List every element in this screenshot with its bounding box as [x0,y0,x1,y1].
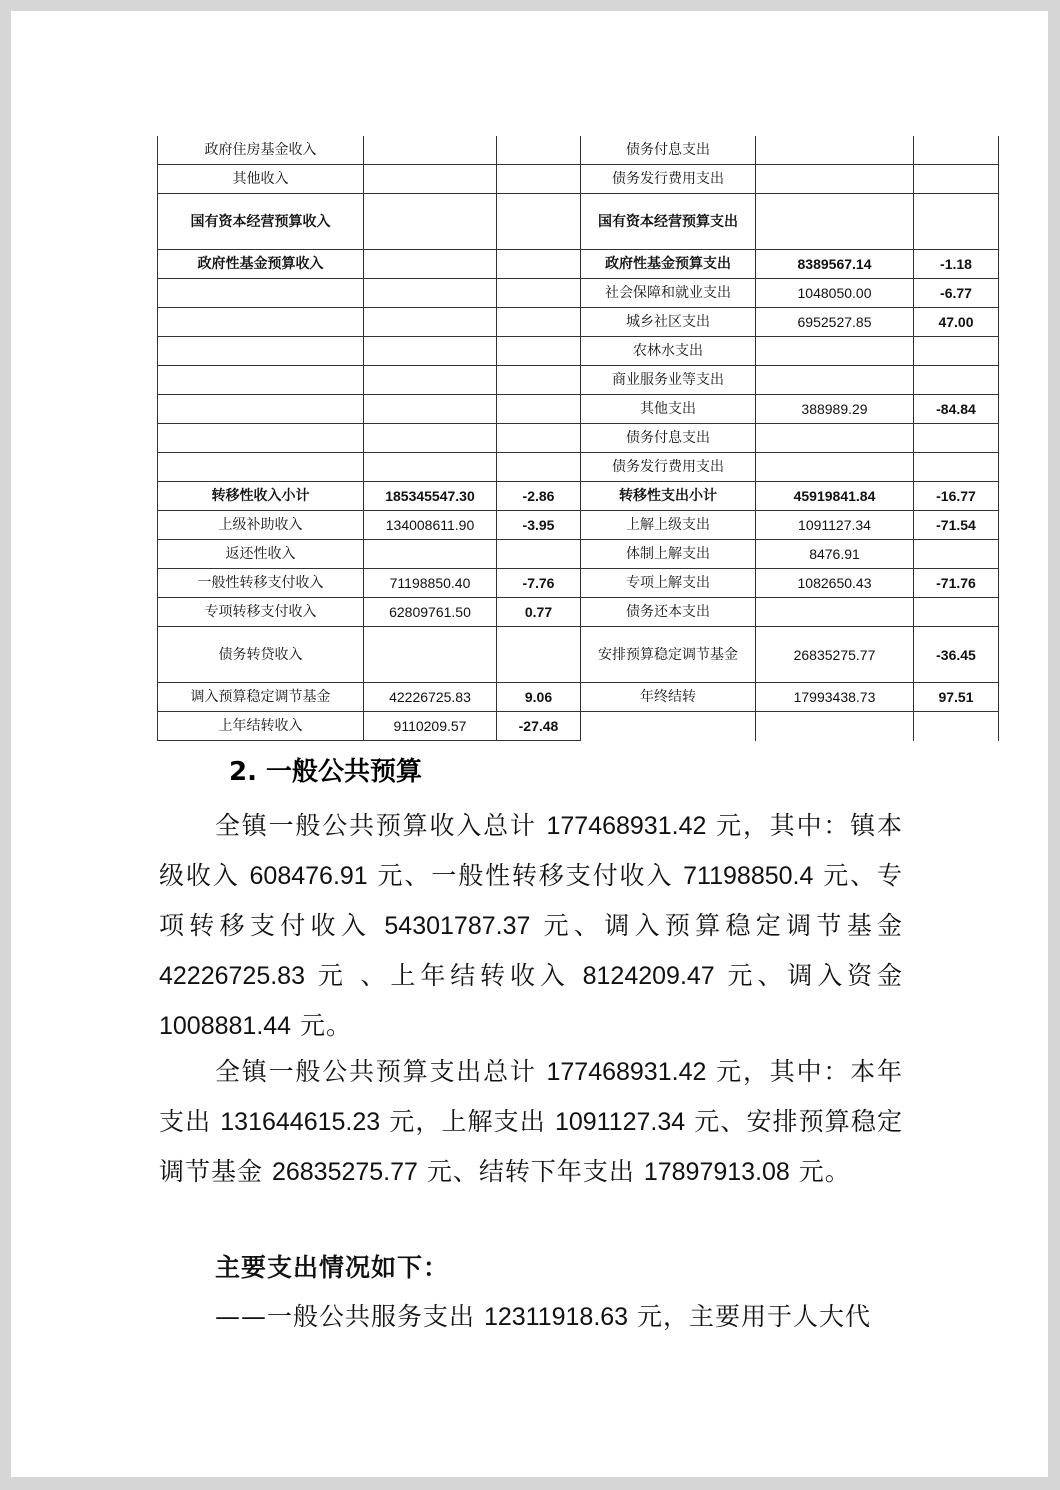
table-row [158,366,999,395]
cell-expense-item: 政府性基金预算支出 [581,250,756,279]
cell-income-item: 债务转贷收入 [158,627,364,683]
table-row [158,569,999,598]
cell-expense-change [914,424,999,453]
cell-expense-item: 债务发行费用支出 [581,453,756,482]
cell-income-change [497,136,581,165]
table-row [158,165,999,194]
cell-income-item: 政府住房基金收入 [158,136,364,165]
cell-expense-change: 47.00 [914,308,999,337]
cell-expense-item: 专项上解支出 [581,569,756,598]
cell-income-item: 上年结转收入 [158,712,364,741]
cell-income-change: -3.95 [497,511,581,540]
table-row [158,453,999,482]
cell-expense-amount [756,598,914,627]
cell-income-change: -27.48 [497,712,581,741]
budget-table-body [158,136,999,741]
cell-expense-item: 农林水支出 [581,337,756,366]
cell-expense-item: 国有资本经营预算支出 [581,194,756,250]
cell-income-amount [364,279,497,308]
cell-income-amount [364,627,497,683]
cell-expense-item [581,712,756,741]
cell-income-change [497,337,581,366]
cell-income-amount: 42226725.83 [364,683,497,712]
cell-expense-change [914,366,999,395]
cell-income-amount [364,194,497,250]
cell-expense-item: 债务付息支出 [581,136,756,165]
cell-income-change [497,165,581,194]
cell-expense-amount: 26835275.77 [756,627,914,683]
cell-income-item: 专项转移支付收入 [158,598,364,627]
cell-expense-amount: 6952527.85 [756,308,914,337]
cell-expense-change: -71.54 [914,511,999,540]
cell-income-change [497,453,581,482]
cell-expense-amount: 1048050.00 [756,279,914,308]
cell-expense-change [914,165,999,194]
cell-income-amount [364,165,497,194]
cell-expense-amount: 8476.91 [756,540,914,569]
table-row [158,395,999,424]
section-heading: 2. 一般公共预算 [229,757,423,787]
budget-table [157,136,999,741]
cell-income-amount: 134008611.90 [364,511,497,540]
table-row [158,712,999,741]
cell-income-change [497,395,581,424]
revenue-paragraph: 全镇一般公共预算收入总计 177468931.42 元，其中：镇本级收入 608476.91 元、一般性转移支付收入 71198850.4 元、专项转移支付收入 54301787.37 元、调入预算稳定调节基金 42226725.83 元 、上年结转收入 8124209.47 元、调入资金 1008881.44 元。 [159,811,904,1040]
cell-expense-change: -84.84 [914,395,999,424]
cell-expense-change: -1.18 [914,250,999,279]
cell-expense-amount: 45919841.84 [756,482,914,511]
cell-expense-amount [756,165,914,194]
table-row [158,598,999,627]
cell-income-change [497,366,581,395]
cell-expense-amount [756,337,914,366]
cell-expense-item: 债务付息支出 [581,424,756,453]
cell-income-change [497,424,581,453]
cell-income-item [158,453,364,482]
table-row [158,136,999,165]
cell-expense-item: 债务还本支出 [581,598,756,627]
cell-income-item: 上级补助收入 [158,511,364,540]
cell-expense-change: -36.45 [914,627,999,683]
cell-income-amount [364,395,497,424]
cell-income-amount: 185345547.30 [364,482,497,511]
table-row [158,279,999,308]
cell-expense-change [914,540,999,569]
cell-expense-change [914,337,999,366]
cell-expense-change: 97.51 [914,683,999,712]
cell-income-item: 调入预算稳定调节基金 [158,683,364,712]
cell-expense-amount [756,194,914,250]
cell-income-change [497,250,581,279]
cell-income-amount: 62809761.50 [364,598,497,627]
document-page [11,11,1048,1477]
cell-expense-amount: 17993438.73 [756,683,914,712]
table-row [158,627,999,683]
cell-expense-amount [756,424,914,453]
cell-income-item [158,308,364,337]
cell-expense-change [914,136,999,165]
cell-income-item: 返还性收入 [158,540,364,569]
cell-expense-change: -16.77 [914,482,999,511]
cell-income-change [497,540,581,569]
cell-income-item: 一般性转移支付收入 [158,569,364,598]
cell-expense-amount [756,712,914,741]
table-row [158,194,999,250]
table-row [158,683,999,712]
table-row [158,540,999,569]
cell-expense-item: 社会保障和就业支出 [581,279,756,308]
cell-expense-item: 债务发行费用支出 [581,165,756,194]
cell-expense-amount: 1082650.43 [756,569,914,598]
main-expenditure-heading: 主要支出情况如下： [215,1253,450,1282]
cell-expense-change [914,194,999,250]
table-row [158,511,999,540]
cell-income-item [158,337,364,366]
cell-income-amount [364,424,497,453]
cell-expense-change: -71.76 [914,569,999,598]
cell-expense-amount: 1091127.34 [756,511,914,540]
cell-income-change [497,308,581,337]
cell-income-item [158,395,364,424]
table-row [158,482,999,511]
cell-income-change: -2.86 [497,482,581,511]
cell-income-amount [364,337,497,366]
public-service-paragraph: ——一般公共服务支出 12311918.63 元，主要用于人大代 [215,1302,872,1331]
cell-expense-amount [756,453,914,482]
table-row [158,250,999,279]
cell-expense-item: 年终结转 [581,683,756,712]
expenditure-paragraph: 全镇一般公共预算支出总计 177468931.42 元，其中：本年支出 131644615.23 元，上解支出 1091127.34 元、安排预算稳定调节基金 26835275.77 元、结转下年支出 17897913.08 元。 [159,1057,903,1186]
cell-income-amount [364,308,497,337]
cell-expense-item: 其他支出 [581,395,756,424]
cell-expense-change [914,453,999,482]
cell-income-change: -7.76 [497,569,581,598]
cell-expense-amount [756,136,914,165]
cell-income-item [158,366,364,395]
cell-expense-change [914,712,999,741]
cell-income-item [158,279,364,308]
cell-income-change: 0.77 [497,598,581,627]
cell-income-amount [364,453,497,482]
table-row [158,308,999,337]
cell-income-item: 其他收入 [158,165,364,194]
cell-expense-item: 城乡社区支出 [581,308,756,337]
cell-expense-item: 安排预算稳定调节基金 [581,627,756,683]
cell-income-change [497,627,581,683]
cell-expense-amount: 8389567.14 [756,250,914,279]
table-row [158,337,999,366]
cell-expense-item: 上解上级支出 [581,511,756,540]
cell-expense-item: 商业服务业等支出 [581,366,756,395]
cell-income-amount [364,250,497,279]
cell-income-amount: 71198850.40 [364,569,497,598]
cell-income-item: 国有资本经营预算收入 [158,194,364,250]
cell-income-change [497,279,581,308]
cell-income-item [158,424,364,453]
cell-income-item: 转移性收入小计 [158,482,364,511]
cell-expense-amount: 388989.29 [756,395,914,424]
cell-expense-change: -6.77 [914,279,999,308]
cell-income-amount [364,136,497,165]
cell-income-change: 9.06 [497,683,581,712]
cell-expense-change [914,598,999,627]
cell-income-amount: 9110209.57 [364,712,497,741]
cell-expense-item: 体制上解支出 [581,540,756,569]
cell-expense-amount [756,366,914,395]
cell-income-amount [364,366,497,395]
table-row [158,424,999,453]
cell-income-item: 政府性基金预算收入 [158,250,364,279]
cell-expense-item: 转移性支出小计 [581,482,756,511]
cell-income-change [497,194,581,250]
cell-income-amount [364,540,497,569]
